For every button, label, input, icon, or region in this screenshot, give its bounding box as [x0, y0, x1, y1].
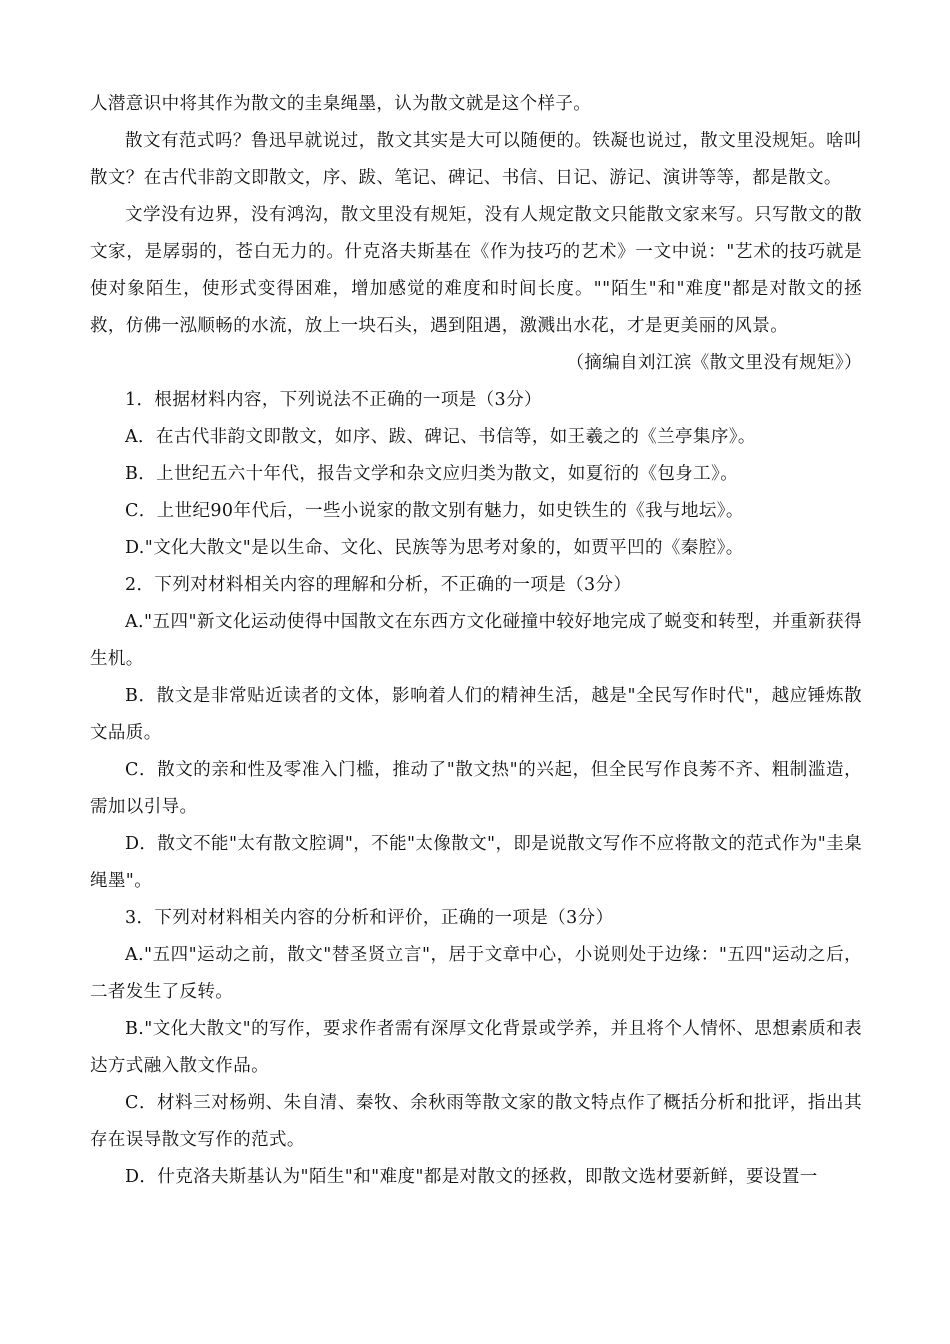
passage-paragraph-1-tail: 人潜意识中将其作为散文的圭臬绳墨，认为散文就是这个样子。	[90, 94, 592, 114]
question-option: C．材料三对杨朔、朱自清、秦牧、余秋雨等散文家的散文特点作了概括分析和批评，指出其存在误导散文写作的范式。	[90, 1093, 862, 1150]
passage-paragraph-3: 文学没有边界，没有鸿沟，散文里没有规矩，没有人规定散文只能散文家来写。只写散文的散文家，是孱弱的，苍白无力的。什克洛夫斯基在《作为技巧的艺术》一文中说："艺术的技巧就是使对象陌生，使形式变得困难，增加感觉的难度和时间长度。""陌生"和"难度"都是对散文的拯救，仿佛一泓顺畅的水流，放上一块石头，遇到阻遇，激溅出水花，才是更美丽的风景。	[90, 205, 862, 336]
passage-source: （摘编自刘江滨《散文里没有规矩》）	[566, 353, 862, 373]
question-option: C．散文的亲和性及零准入门槛，推动了"散文热"的兴起，但全民写作良莠不齐、粗制滥造，需加以引导。	[90, 760, 862, 817]
question-option: C．上世纪90年代后，一些小说家的散文别有魅力，如史铁生的《我与地坛》。	[125, 501, 744, 521]
question-option: D."文化大散文"是以生命、文化、民族等为思考对象的，如贾平凹的《秦腔》。	[125, 538, 744, 558]
question-option: D．散文不能"太有散文腔调"，不能"太像散文"，即是说散文写作不应将散文的范式作为"圭臬绳墨"。	[90, 834, 862, 891]
passage-paragraph-2: 散文有范式吗？鲁迅早就说过，散文其实是大可以随便的。铁凝也说过，散文里没规矩。啥叫散文？在古代非韵文即散文，序、跋、笔记、碑记、书信、日记、游记、演讲等等，都是散文。	[90, 131, 862, 188]
question-option: B．上世纪五六十年代，报告文学和杂文应归类为散文，如夏衍的《包身工》。	[125, 464, 739, 484]
question-2	[90, 567, 862, 900]
question-option: A."五四"新文化运动使得中国散文在东西方文化碰撞中较好地完成了蜕变和转型，并重新获得生机。	[90, 612, 862, 669]
question-option: B．散文是非常贴近读者的文体，影响着人们的精神生活，越是"全民写作时代"，越应锤炼散文品质。	[90, 686, 862, 743]
question-3	[90, 900, 862, 1196]
question-stem: 3．下列对材料相关内容的分析和评价，正确的一项是（3分）	[125, 908, 614, 928]
page-content	[90, 86, 862, 1196]
question-stem: 2．下列对材料相关内容的理解和分析，不正确的一项是（3分）	[125, 575, 632, 595]
question-stem: 1．根据材料内容，下列说法不正确的一项是（3分）	[125, 390, 542, 410]
question-option: A．在古代非韵文即散文，如序、跋、碑记、书信等，如王羲之的《兰亭集序》。	[125, 427, 756, 447]
question-1	[90, 382, 862, 567]
question-option: A."五四"运动之前，散文"替圣贤立言"，居于文章中心，小说则处于边缘："五四"运动之后，二者发生了反转。	[90, 945, 862, 1002]
question-option: B."文化大散文"的写作，要求作者需有深厚文化背景或学养，并且将个人情怀、思想素质和表达方式融入散文作品。	[90, 1019, 862, 1076]
question-option: D．什克洛夫斯基认为"陌生"和"难度"都是对散文的拯救，即散文选材要新鲜，要设置一	[125, 1167, 818, 1187]
